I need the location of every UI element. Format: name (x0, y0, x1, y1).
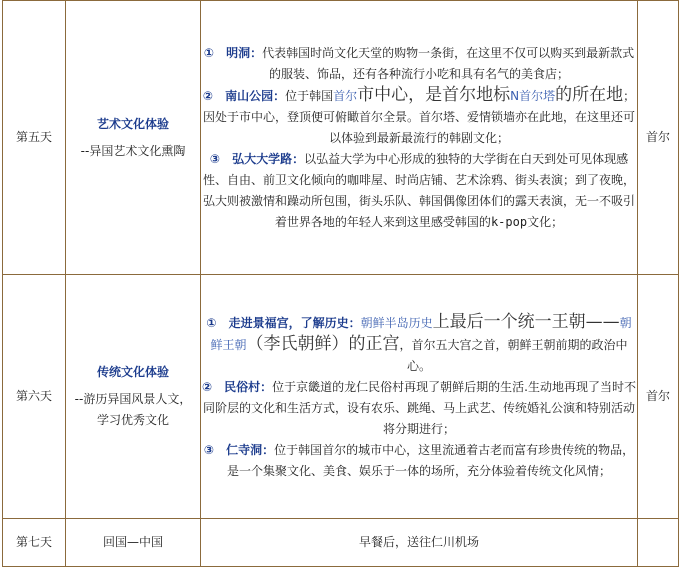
item-text-pre: 位于韩国 (285, 88, 334, 103)
seoul-tower-link[interactable]: N首尔塔 (510, 88, 556, 103)
description-cell (201, 1, 638, 275)
item-text: 以弘益大学为中心形成的独特的大学街在白天到处可见体现感性、自由、前卫文化倾向的咖啡屋、时尚店铺、艺术涂鸦、街头表演；到了夜晚，弘大则被激情和躁动所包围，街头乐队、韩国偶像团体们的露天表演，无一不吸引着世界各地的年轻人来到这里感受韩国的 (202, 151, 635, 229)
table-row (3, 1, 679, 275)
item-text-large: 上最后一个统一王朝—— (432, 311, 620, 332)
item-text-large: 市中心，是首尔地标 (357, 84, 511, 105)
item-number: ② (201, 379, 213, 394)
item-name: 仁寺洞： (226, 442, 275, 457)
item-number: ③ (209, 151, 221, 166)
theme-title: 传统文化体验 (96, 365, 169, 379)
item-number: ③ (203, 442, 215, 457)
description-cell: 早餐后，送往仁川机场 (201, 519, 638, 567)
list-item (201, 149, 637, 233)
table-row (3, 519, 679, 567)
theme-cell (66, 275, 201, 519)
item-name: 走进景福宫，了解历史： (228, 315, 361, 330)
city-cell: 首尔 (638, 1, 679, 275)
itinerary-table (2, 0, 679, 567)
item-text-large: 的所在地 (555, 84, 624, 105)
korea-history-link[interactable]: 朝鲜半岛历史 (360, 315, 433, 330)
item-name: 弘大大学路： (232, 151, 305, 166)
theme-title: 艺术文化体验 (96, 116, 169, 131)
item-text: ；因处于市中心，登顶便可俯瞰首尔全景。首尔塔、爱情锁墙亦在此地，在这里还可以体验到最新最流行的韩剧文化； (202, 88, 636, 145)
description-cell (201, 275, 638, 519)
item-text: 代表韩国时尚文化天堂的购物一条街，在这里不仅可以购买到最新款式的服装、饰品，还有各种流行小吃和具有名气的美食店； (262, 45, 635, 81)
joseon-dynasty-link[interactable]: 朝鲜王朝 (210, 315, 632, 352)
list-item (201, 377, 637, 440)
item-name: 民俗村： (224, 379, 273, 394)
day-cell: 第六天 (3, 275, 66, 519)
theme-subtitle: --游历异国风景人文，学习优秀文化 (74, 392, 192, 427)
seoul-link[interactable]: 首尔 (333, 88, 358, 103)
list-item (201, 312, 637, 377)
item-number: ② (202, 88, 214, 103)
list-item (201, 43, 637, 85)
theme-subtitle: --异国艺术文化熏陶 (80, 143, 186, 158)
theme-cell: 回国—中国 (66, 519, 201, 567)
item-text: ，首尔五大宫之首，朝鲜王朝前期的政治中心。 (399, 337, 628, 373)
item-text-kpop: k-pop (490, 214, 528, 229)
item-text-large: （李氏朝鲜）的正宫 (246, 333, 400, 354)
list-item (201, 85, 637, 149)
item-name: 明洞： (226, 45, 263, 60)
item-number: ① (206, 315, 217, 330)
city-cell (638, 519, 679, 567)
item-text: 位于韩国首尔的城市中心，这里流通着古老而富有珍贵传统的物品，是一个集聚文化、美食、娱乐于一体的场所，充分体验着传统文化风情； (226, 442, 635, 478)
table-row (3, 275, 679, 519)
city-cell: 首尔 (638, 275, 679, 519)
day-cell: 第五天 (3, 1, 66, 275)
day-cell: 第七天 (3, 519, 66, 567)
item-text-tail: 文化； (527, 214, 564, 229)
item-name: 南山公园： (225, 88, 286, 103)
theme-cell (66, 1, 201, 275)
list-item (201, 440, 637, 482)
item-text: 位于京畿道的龙仁民俗村再现了朝鲜后期的生活.生动地再现了当时不同阶层的文化和生活方式，设有农乐、跳绳、马上武艺、传统婚礼公演和特别活动将分期进行； (202, 379, 636, 436)
item-number: ① (203, 45, 215, 60)
